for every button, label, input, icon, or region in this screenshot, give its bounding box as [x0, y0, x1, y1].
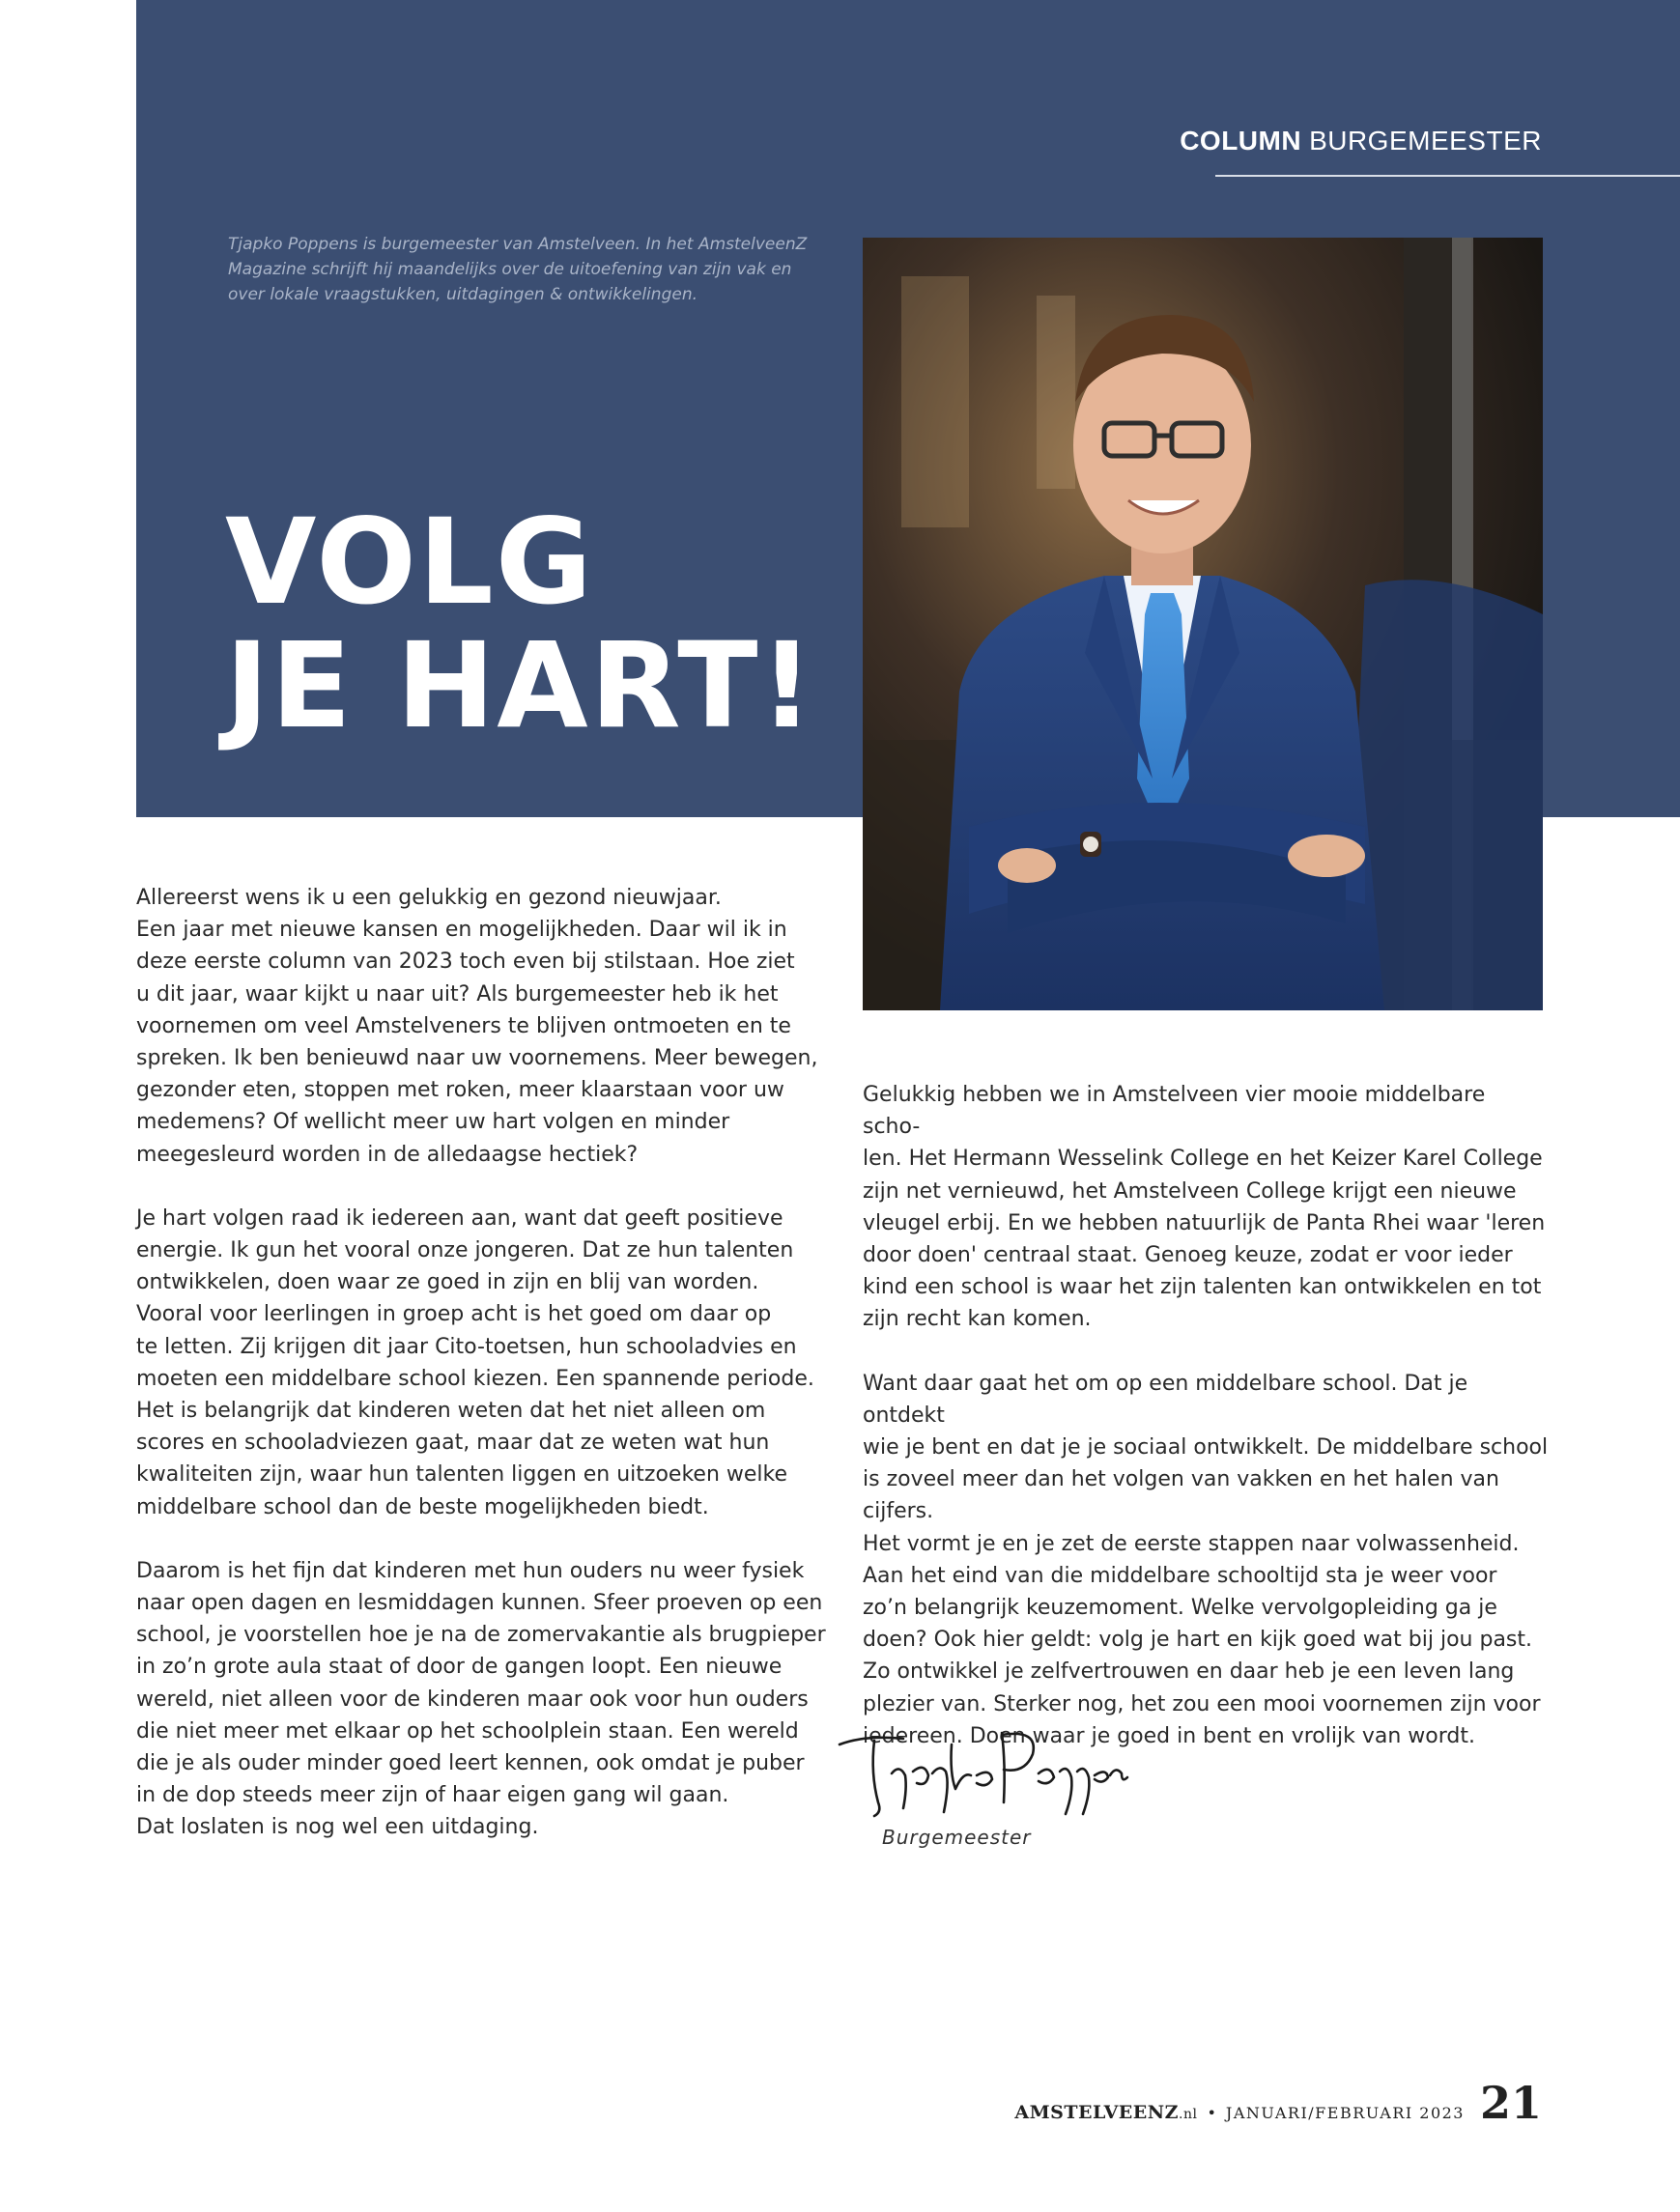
footer-brand [1014, 2102, 1197, 2123]
footer-brand-suffix: .nl [1179, 2107, 1198, 2122]
paragraph: Je hart volgen raad ik iedereen aan, want dat geeft positieve energie. Ik gun het vooral onze jongeren. Dat ze hun talenten ontwikkelen, doen waar ze goed in zijn en blij van worden. Vooral voor leerlingen in groep acht is het goed om daar op te letten. Zij krijgen dit jaar Cito-toetsen, hun schooladvies en moeten een middelbare school kiezen. Een spannende periode. Het is belangrijk dat kinderen weten dat het niet alleen om scores en schooladviezen gaat, maar dat ze weten wat hun kwaliteiten zijn, waar hun talenten liggen en uitzoeken welke middelbare school dan de beste mogelijkheden biedt. [136, 1205, 814, 1519]
page-footer [1014, 2077, 1542, 2129]
portrait-illustration [863, 238, 1543, 1010]
paragraph: Want daar gaat het om op een middelbare school. Dat je ontdekt wie je bent en dat je je sociaal ontwikkelt. De middelbare school is zoveel meer dan het volgen van vakken en het halen van cijfers. Het vormt je en je zet de eerste stappen naar volwassenheid. Aan het eind van die middelbare schooltijd sta je weer voor zo’n belangrijk keuzemoment. Welke vervolgopleiding ga je doen? Ook hier geldt: volg je hart en kijk goed wat bij jou past. Zo ontwikkel je zelfvertrouwen en daar heb je een leven lang plezier van. Sterker nog, het zou een mooi voornemen zijn voor iedereen. Doen waar je goed in bent en vrolijk van wordt. [863, 1371, 1549, 1748]
article-left-column [136, 882, 832, 1876]
paragraph: Allereerst wens ik u een gelukkig en gezond nieuwjaar. Een jaar met nieuwe kansen en mogelijkheden. Daar wil ik in deze eerste column van 2023 toch even bij stilstaan. Hoe ziet u dit jaar, waar kijkt u naar uit? Als burgemeester heb ik het voornemen om veel Amstelveners te blijven ontmoeten en te spreken. Ik ben benieuwd naar uw voornemens. Meer bewegen, gezonder eten, stoppen met roken, meer klaarstaan voor uw medemens? Of wellicht meer uw hart volgen en minder meegesleurd worden in de alledaagse hectiek? [136, 886, 818, 1167]
handwritten-signature [836, 1716, 1135, 1822]
intro-text: Tjapko Poppens is burgemeester van Amstelveen. In het AmstelveenZ Magazine schrijft hij maandelijks over de uitoefening van zijn vak en over lokale vraagstukken, uitdagingen & ontwikkelingen. [228, 235, 808, 304]
footer-separator: • [1207, 2104, 1216, 2122]
portrait-photo [863, 238, 1543, 1010]
paragraph: Gelukkig hebben we in Amstelveen vier mooie middelbare scho- len. Het Hermann Wesselink College en het Keizer Karel College zijn net vernieuwd, het Amstelveen College krijgt een nieuwe vleugel erbij. En we hebben natuurlijk de Panta Rhei waar 'leren door doen' centraal staat. Genoeg keuze, zodat er voor ieder kind een school is waar het zijn talenten kan ontwikkelen en tot zijn recht kan komen. [863, 1083, 1546, 1332]
signature-role: Burgemeester [882, 1826, 1032, 1849]
column-label [1180, 126, 1542, 156]
headline [225, 494, 816, 754]
page-number: 21 [1479, 2077, 1542, 2129]
article-right-column [863, 1079, 1549, 1784]
footer-issue: JANUARI/FEBRUARI 2023 [1225, 2104, 1465, 2122]
column-label-rule [1215, 175, 1680, 177]
column-label-bold: COLUMN [1180, 126, 1302, 156]
headline-line-1: VOLG [225, 494, 594, 631]
footer-brand-name: AMSTELVEENZ [1014, 2102, 1180, 2123]
headline-line-2: JE HART! [225, 617, 816, 754]
paragraph: Daarom is het fijn dat kinderen met hun ouders nu weer fysiek naar open dagen en lesmiddagen kunnen. Sfeer proeven op een school, je voorstellen hoe je na de zomervakantie als brugpieper in zo’n grote aula staat of door de gangen loopt. Een nieuwe wereld, niet alleen voor de kinderen maar ook voor hun ouders die niet meer met elkaar op het schoolplein staan. Een wereld die je als ouder minder goed leert kennen, ook omdat je puber in de dop steeds meer zijn of haar eigen gang wil gaan. Dat loslaten is nog wel een uitdaging. [136, 1558, 826, 1840]
column-label-rest: BURGEMEESTER [1309, 126, 1542, 156]
signature-icon [836, 1716, 1135, 1822]
